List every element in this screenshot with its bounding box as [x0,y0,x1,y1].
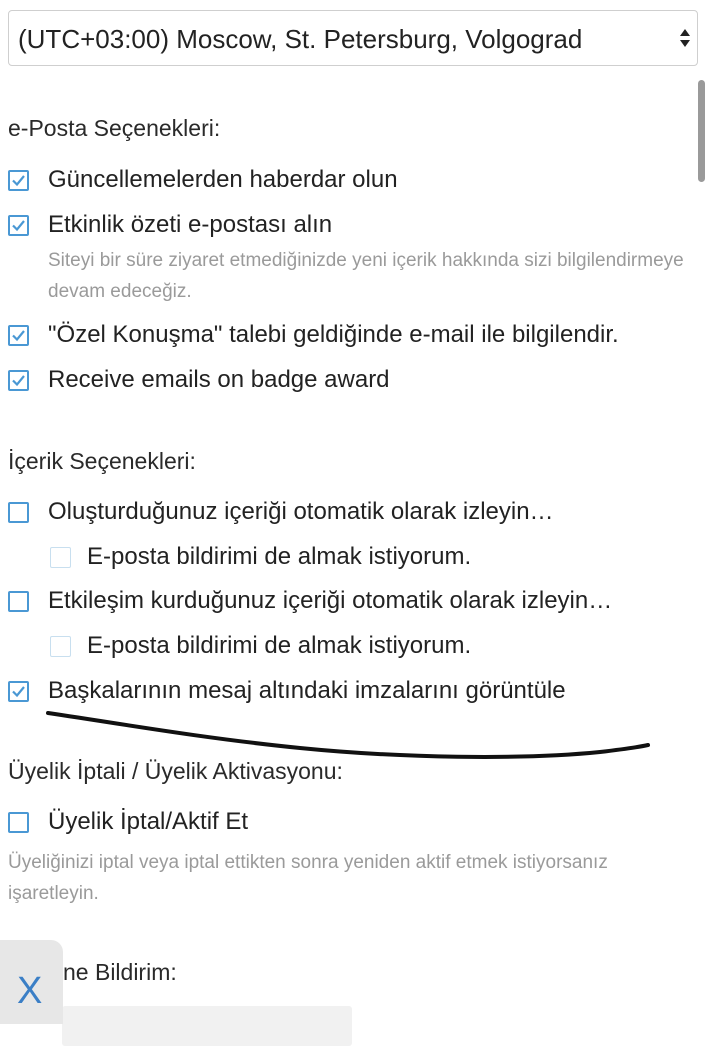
option-watch-interacted-email[interactable] [50,632,471,660]
checkbox-watch-interacted-email[interactable] [50,636,71,657]
checkmark-icon [11,684,26,699]
notifications-field[interactable] [62,1006,352,1046]
timezone-select-value: (UTC+03:00) Moscow, St. Petersburg, Volgograd [18,24,583,54]
option-watch-interacted-label: Etkileşim kurduğunuz içeriği otomatik olarak izleyin… [48,587,613,614]
membership-heading: Üyelik İptali / Üyelik Aktivasyonu: [8,758,343,784]
option-watch-interacted-email-label: E-posta bildirimi de almak istiyorum. [87,632,472,659]
checkbox-private-message[interactable] [8,325,29,346]
checkmark-icon [11,373,26,388]
notifications-heading: ne Bildirim: [63,959,177,985]
close-icon[interactable]: X [17,970,43,1012]
option-watch-interacted[interactable] [8,587,612,615]
timezone-select[interactable] [8,10,698,66]
option-badge-email-label: Receive emails on badge award [48,366,390,393]
close-tab[interactable] [0,940,63,1024]
option-membership-toggle[interactable] [8,808,248,836]
membership-help-text: Üyeliğinizi iptal veya iptal ettikten sonra yeniden aktif etmek istiyorsanız işaretleyin. [8,852,608,904]
option-badge-email[interactable] [8,366,390,394]
option-watch-created-email-label: E-posta bildirimi de almak istiyorum. [87,543,472,570]
option-digest[interactable] [8,211,332,239]
option-digest-label: Etkinlik özeti e-postası alın [48,211,333,238]
option-updates[interactable] [8,166,398,194]
option-watch-created[interactable] [8,498,554,526]
checkbox-watch-interacted[interactable] [8,591,29,612]
checkbox-updates[interactable] [8,170,29,191]
checkbox-watch-created[interactable] [8,502,29,523]
option-updates-label: Güncellemelerden haberdar olun [48,166,398,193]
checkbox-show-signatures[interactable] [8,681,29,702]
option-show-signatures-label: Başkalarının mesaj altındaki imzalarını görüntüle [48,677,566,704]
option-private-message[interactable] [8,321,619,349]
content-options-heading: İçerik Seçenekleri: [8,448,196,474]
scrollbar-thumb[interactable] [698,80,705,182]
checkbox-watch-created-email[interactable] [50,547,71,568]
checkbox-membership-toggle[interactable] [8,812,29,833]
option-watch-created-label: Oluşturduğunuz içeriği otomatik olarak izleyin… [48,498,554,525]
digest-help-text: Siteyi bir süre ziyaret etmediğinizde yeni içerik hakkında sizi bilgilendirmeye devam edeceğiz. [48,250,684,302]
checkmark-icon [11,173,26,188]
email-options-heading: e-Posta Seçenekleri: [8,115,221,141]
option-membership-toggle-label: Üyelik İptal/Aktif Et [48,808,249,835]
checkbox-badge-email[interactable] [8,370,29,391]
option-private-message-label: "Özel Konuşma" talebi geldiğinde e-mail ile bilgilendir. [48,321,619,348]
option-watch-created-email[interactable] [50,543,471,571]
checkmark-icon [11,218,26,233]
checkbox-digest[interactable] [8,215,29,236]
checkmark-icon [11,328,26,343]
select-updown-icon [679,27,691,49]
